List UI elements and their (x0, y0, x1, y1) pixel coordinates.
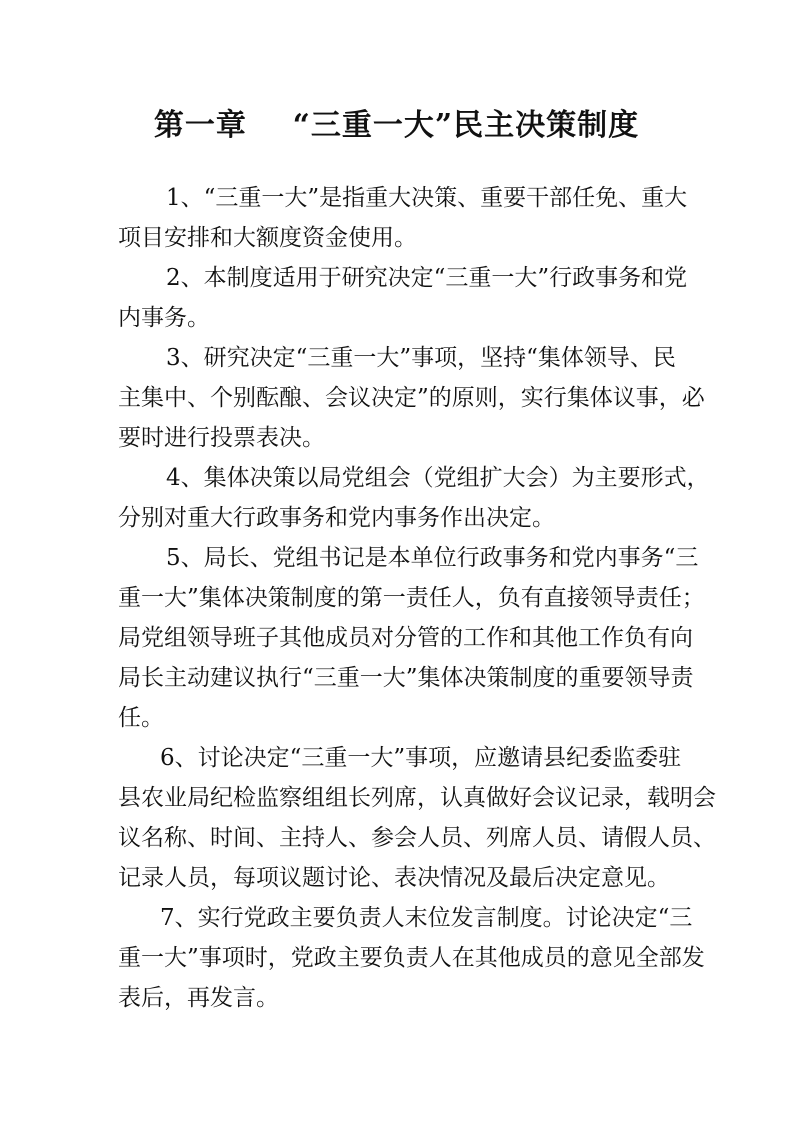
paragraph-line: 内事务。 (118, 305, 210, 331)
paragraph-line: 3、研究决定“三重一大”事项，坚持“集体领导、民 (166, 345, 676, 371)
paragraph-line: 局党组领导班子其他成员对分管的工作和其他工作负有向 (118, 625, 693, 651)
paragraph-1 (118, 178, 688, 258)
paragraph-2 (118, 258, 688, 338)
paragraph-line: 任。 (118, 705, 164, 731)
paragraph-line: 项目安排和大额度资金使用。 (118, 225, 417, 251)
paragraph-line: 表后，再发言。 (118, 985, 279, 1011)
paragraph-line: 局长主动建议执行“三重一大”集体决策制度的重要领导责 (118, 665, 694, 691)
paragraph-line: 记录人员，每项议题讨论、表决情况及最后决定意见。 (118, 865, 670, 891)
paragraph-line: 2、本制度适用于研究决定“三重一大”行政事务和党 (166, 265, 688, 291)
paragraph-line: 4、集体决策以局党组会（党组扩大会）为主要形式， (166, 465, 710, 491)
paragraph-line: 5、局长、党组书记是本单位行政事务和党内事务“三 (166, 545, 699, 571)
paragraph-3 (118, 338, 705, 458)
paragraph-line: 重一大”事项时，党政主要负责人在其他成员的意见全部发 (118, 945, 705, 971)
paragraph-line: 7、实行党政主要负责人末位发言制度。讨论决定“三 (160, 905, 693, 931)
paragraph-6 (118, 738, 716, 898)
paragraph-line: 6、讨论决定“三重一大”事项，应邀请县纪委监委驻 (160, 745, 682, 771)
paragraph-5 (118, 538, 705, 738)
chapter-title: 第一章 “三重一大”民主决策制度 (153, 108, 640, 143)
document-body (118, 178, 716, 1018)
paragraph-line: 分别对重大行政事务和党内事务作出决定。 (118, 505, 555, 531)
paragraph-line: 县农业局纪检监察组组长列席，认真做好会议记录，载明会 (118, 785, 716, 811)
paragraph-line: 主集中、个别酝酿、会议决定”的原则，实行集体议事，必 (118, 385, 705, 411)
paragraph-line: 要时进行投票表决。 (118, 425, 325, 451)
paragraph-line: 重一大”集体决策制度的第一责任人，负有直接领导责任； (118, 585, 705, 611)
paragraph-line: 1、“三重一大”是指重大决策、重要干部任免、重大 (166, 185, 688, 211)
paragraph-7 (118, 898, 705, 1018)
paragraph-line: 议名称、时间、主持人、参会人员、列席人员、请假人员、 (118, 825, 716, 851)
paragraph-4 (118, 458, 710, 538)
